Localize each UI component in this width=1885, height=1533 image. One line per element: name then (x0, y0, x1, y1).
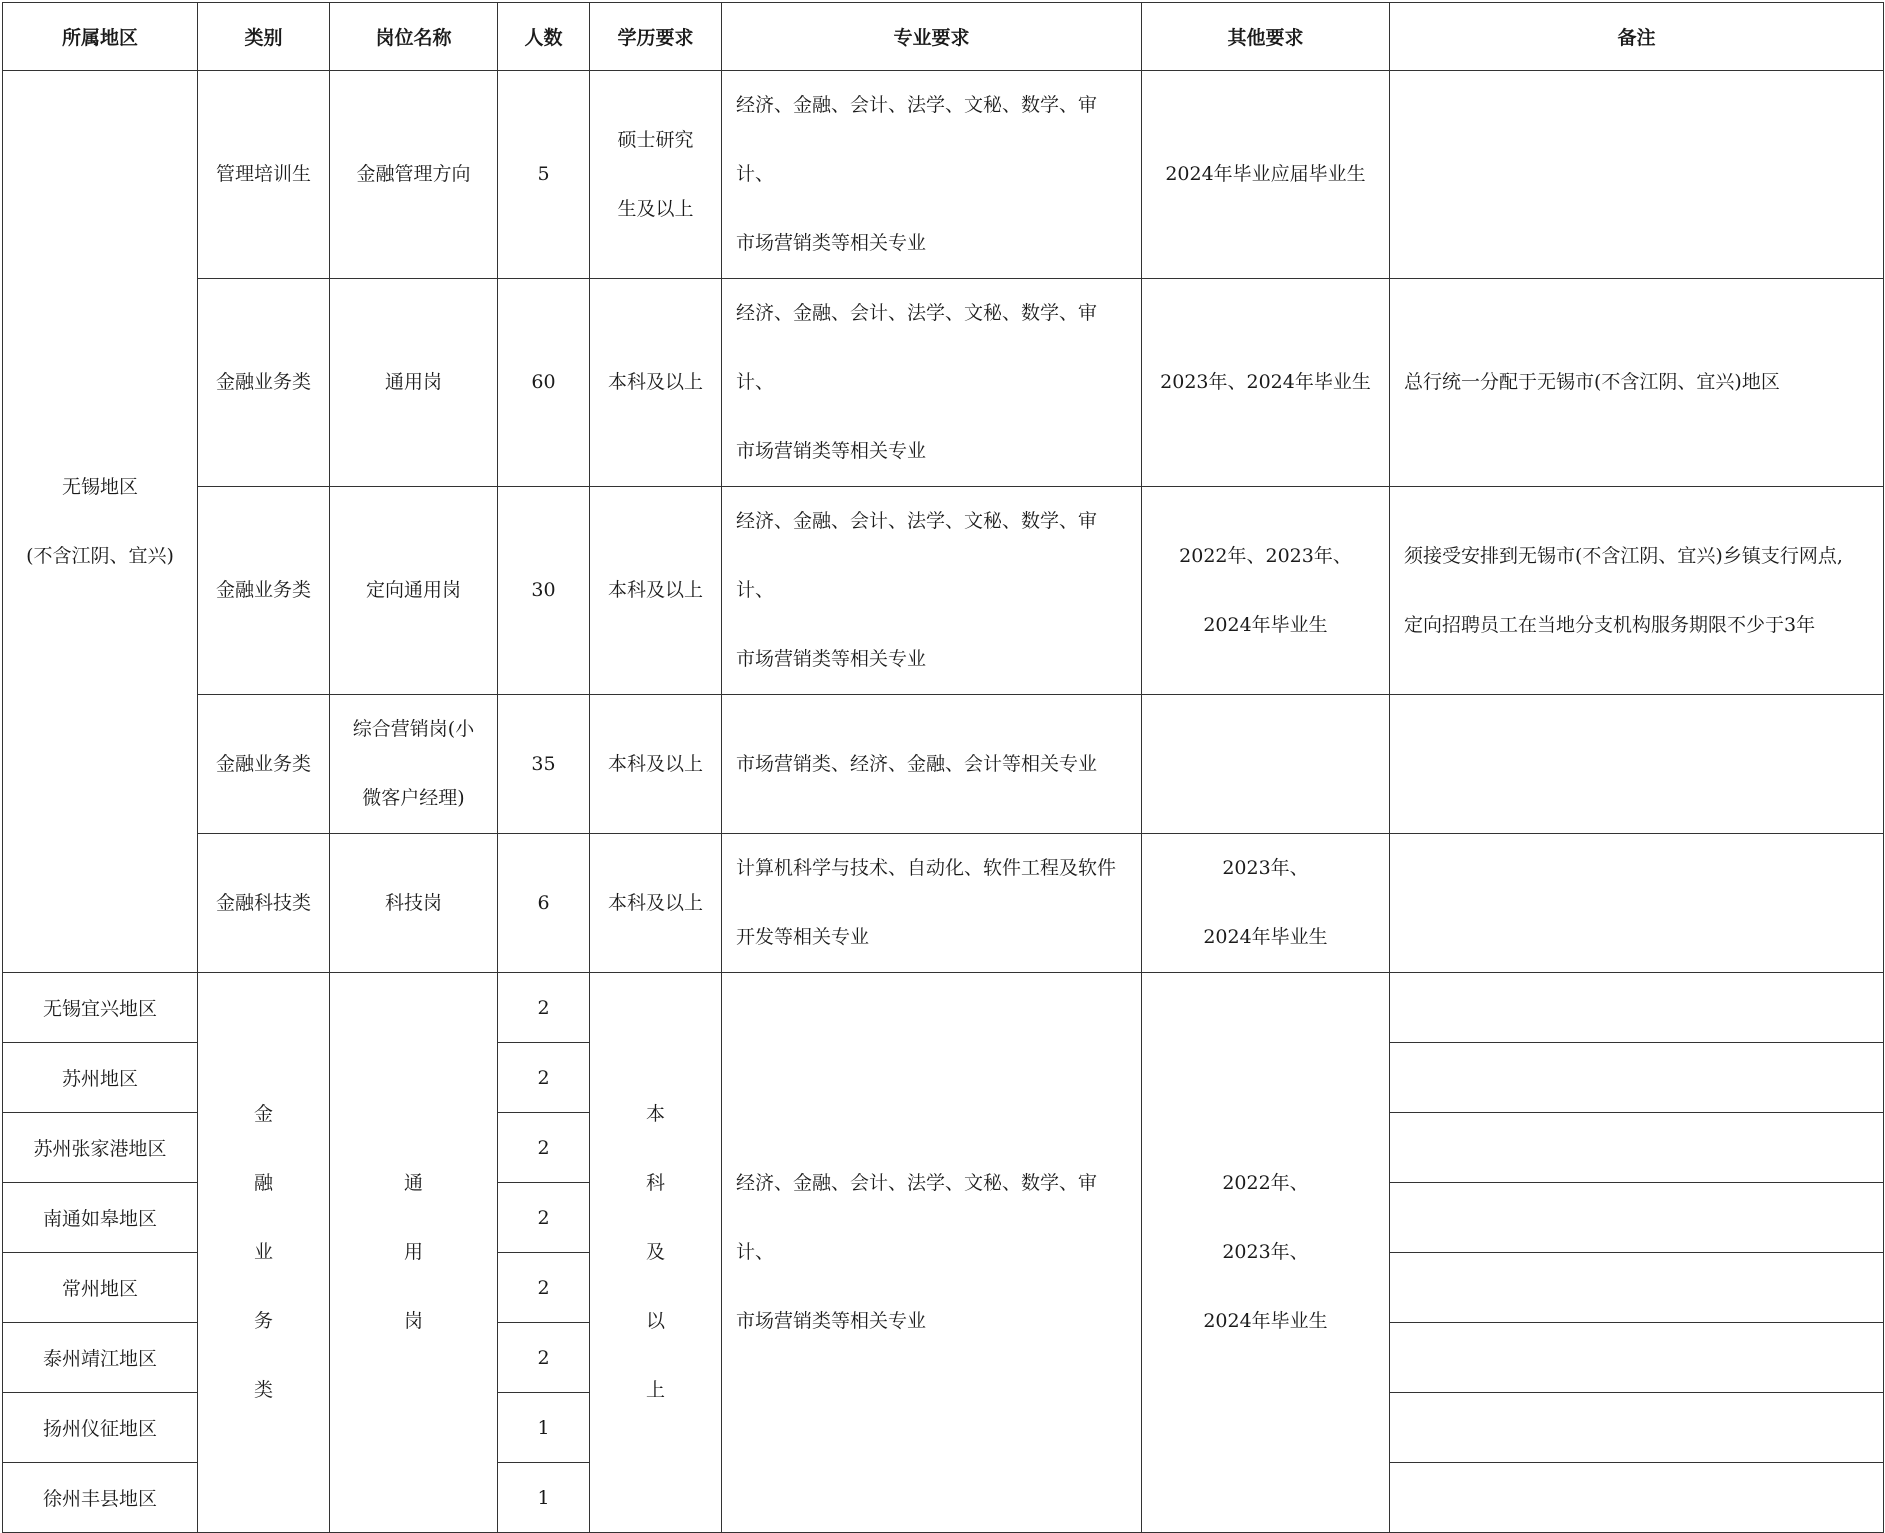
position-cell (330, 834, 498, 973)
count-cell: 2 (498, 1043, 590, 1113)
table-row (3, 71, 1884, 279)
region-cell: 泰州靖江地区 (3, 1323, 198, 1393)
region-cell: 常州地区 (3, 1253, 198, 1323)
header-major: 专业要求 (722, 3, 1142, 71)
position-line: 综合营销岗(小 (352, 718, 475, 740)
remark-cell (1390, 834, 1884, 973)
category-line: 金融业务类 (215, 579, 311, 601)
header-other: 其他要求 (1142, 3, 1390, 71)
wuxi-section (3, 71, 1884, 973)
header-region: 所属地区 (3, 3, 198, 71)
education-line: 本科及以上 (607, 579, 703, 601)
count-cell: 5 (498, 71, 590, 279)
remark-cell (1390, 71, 1884, 279)
education-char: 以 (645, 1310, 665, 1332)
position-line: 金融管理方向 (356, 163, 471, 185)
education-char: 及 (645, 1241, 665, 1263)
remark-cell (1390, 1183, 1884, 1253)
remark-cell (1390, 279, 1884, 487)
category-cell (198, 834, 330, 973)
category-cell (198, 695, 330, 834)
education-line: 生及以上 (617, 197, 694, 220)
region-note: (不含江阴、宜兴) (26, 544, 174, 567)
remark-cell (1390, 1463, 1884, 1533)
category-cell (198, 279, 330, 487)
count-cell: 1 (498, 1463, 590, 1533)
category-char: 业 (253, 1241, 273, 1263)
other-line: 2024年毕业应届毕业生 (1165, 163, 1366, 185)
other-cell (1142, 71, 1390, 279)
major-line: 经济、金融、会计、法学、文秘、数学、审计、 (736, 302, 1098, 393)
education-line: 硕士研究 (617, 128, 694, 151)
other-line: 2022年、 (1222, 1172, 1309, 1194)
branch-section (3, 973, 1884, 1533)
education-cell (590, 487, 722, 695)
header-count: 人数 (498, 3, 590, 71)
region-cell: 扬州仪征地区 (3, 1393, 198, 1463)
position-char: 通 (403, 1172, 423, 1194)
category-char: 金 (253, 1103, 273, 1125)
region-name: 无锡地区 (61, 475, 138, 498)
remark-line: 总行统一分配于无锡市(不含江阴、宜兴)地区 (1404, 371, 1780, 393)
major-line: 经济、金融、会计、法学、文秘、数学、审计、 (736, 510, 1098, 601)
remark-line: 须接受安排到无锡市(不含江阴、宜兴)乡镇支行网点, (1404, 544, 1843, 567)
remark-cell (1390, 1323, 1884, 1393)
other-line: 2024年毕业生 (1203, 613, 1328, 636)
count-cell: 2 (498, 1183, 590, 1253)
region-cell: 苏州地区 (3, 1043, 198, 1113)
major-cell (722, 487, 1142, 695)
education-cell (590, 973, 722, 1533)
table-row (3, 973, 1884, 1043)
other-line: 2023年、 (1222, 1241, 1309, 1263)
major-line: 计算机科学与技术、自动化、软件工程及软件 (736, 857, 1117, 879)
position-cell (330, 973, 498, 1533)
recruitment-table (2, 2, 1884, 1533)
education-line: 本科及以上 (607, 371, 703, 393)
table-row (3, 487, 1884, 695)
region-cell: 徐州丰县地区 (3, 1463, 198, 1533)
education-cell (590, 279, 722, 487)
category-char: 类 (253, 1379, 273, 1401)
position-line: 微客户经理) (362, 787, 465, 809)
count-cell: 30 (498, 487, 590, 695)
remark-cell (1390, 487, 1884, 695)
remark-cell (1390, 973, 1884, 1043)
major-line: 经济、金融、会计、法学、文秘、数学、审计、 (736, 94, 1098, 185)
education-char: 上 (645, 1379, 665, 1401)
table-row (3, 279, 1884, 487)
other-cell (1142, 695, 1390, 834)
major-cell (722, 695, 1142, 834)
position-cell (330, 279, 498, 487)
category-char: 务 (253, 1310, 273, 1332)
region-cell: 南通如皋地区 (3, 1183, 198, 1253)
major-line: 市场营销类等相关专业 (736, 440, 927, 462)
education-cell (590, 695, 722, 834)
other-line: 2024年毕业生 (1203, 1310, 1328, 1332)
table-row (3, 695, 1884, 834)
region-cell: 苏州张家港地区 (3, 1113, 198, 1183)
education-line: 本科及以上 (607, 752, 703, 775)
position-line: 通用岗 (384, 371, 442, 393)
other-line: 2024年毕业生 (1203, 926, 1328, 948)
category-line: 金融业务类 (215, 371, 311, 393)
major-cell (722, 973, 1142, 1533)
other-cell (1142, 834, 1390, 973)
other-cell (1142, 279, 1390, 487)
count-cell: 6 (498, 834, 590, 973)
major-line: 市场营销类等相关专业 (736, 648, 927, 670)
other-cell (1142, 487, 1390, 695)
count-cell: 2 (498, 973, 590, 1043)
category-line: 金融科技类 (215, 891, 311, 914)
education-cell (590, 71, 722, 279)
count-cell: 60 (498, 279, 590, 487)
education-char: 本 (645, 1103, 665, 1125)
position-cell (330, 487, 498, 695)
position-line: 定向通用岗 (365, 579, 461, 601)
major-line: 市场营销类、经济、金融、会计等相关专业 (736, 752, 1098, 775)
remark-cell (1390, 695, 1884, 834)
count-cell: 2 (498, 1113, 590, 1183)
category-cell (198, 487, 330, 695)
major-cell (722, 279, 1142, 487)
remark-cell (1390, 1113, 1884, 1183)
category-cell (198, 973, 330, 1533)
major-line: 经济、金融、会计、法学、文秘、数学、审计、 (736, 1172, 1098, 1263)
category-line: 金融业务类 (215, 752, 311, 775)
region-cell (3, 71, 198, 973)
count-cell: 2 (498, 1253, 590, 1323)
education-cell (590, 834, 722, 973)
position-char: 岗 (403, 1310, 423, 1332)
table-row (3, 834, 1884, 973)
remark-line: 定向招聘员工在当地分支机构服务期限不少于3年 (1404, 613, 1816, 636)
position-cell (330, 71, 498, 279)
count-cell: 35 (498, 695, 590, 834)
header-row (3, 3, 1884, 71)
header-category: 类别 (198, 3, 330, 71)
major-cell (722, 71, 1142, 279)
region-cell: 无锡宜兴地区 (3, 973, 198, 1043)
count-cell: 1 (498, 1393, 590, 1463)
category-line: 管理培训生 (215, 163, 311, 185)
major-line: 市场营销类等相关专业 (736, 1310, 927, 1332)
category-cell (198, 71, 330, 279)
other-line: 2023年、 (1222, 857, 1309, 879)
position-char: 用 (403, 1241, 423, 1263)
remark-cell (1390, 1393, 1884, 1463)
major-cell (722, 834, 1142, 973)
education-char: 科 (645, 1172, 665, 1194)
count-cell: 2 (498, 1323, 590, 1393)
major-line: 开发等相关专业 (736, 926, 870, 948)
remark-cell (1390, 1043, 1884, 1113)
position-line: 科技岗 (384, 891, 442, 914)
remark-cell (1390, 1253, 1884, 1323)
major-line: 市场营销类等相关专业 (736, 232, 927, 254)
other-line: 2023年、2024年毕业生 (1160, 371, 1371, 393)
other-cell (1142, 973, 1390, 1533)
header-position: 岗位名称 (330, 3, 498, 71)
header-remark: 备注 (1390, 3, 1884, 71)
other-line: 2022年、2023年、 (1179, 544, 1352, 567)
education-line: 本科及以上 (607, 891, 703, 914)
position-cell (330, 695, 498, 834)
header-education: 学历要求 (590, 3, 722, 71)
category-char: 融 (253, 1172, 273, 1194)
